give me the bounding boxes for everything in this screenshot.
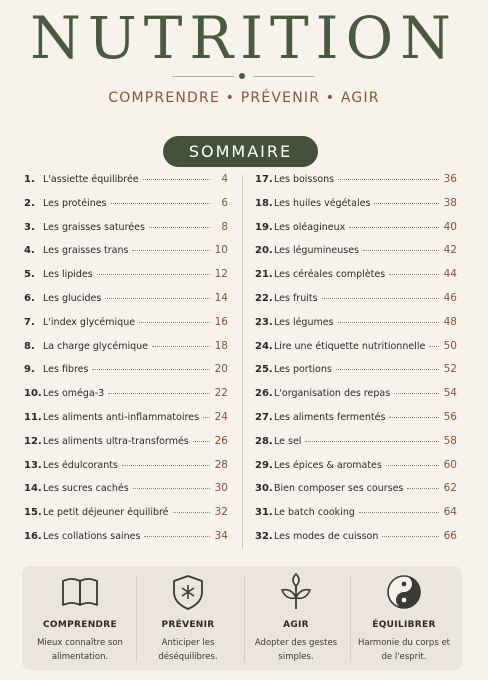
toc-entry-page: 22	[214, 387, 228, 400]
toc-leader	[407, 488, 439, 489]
toc-leader	[322, 298, 439, 299]
toc-entry[interactable]	[255, 363, 457, 387]
toc-entry[interactable]	[255, 506, 457, 530]
toc-entry-number: 26.	[255, 388, 273, 400]
toc-entry[interactable]	[255, 221, 457, 245]
toc-entry-number: 15.	[24, 507, 42, 519]
toc-entry-number: 4.	[24, 245, 35, 257]
toc-entry[interactable]	[24, 506, 228, 530]
toc-entry-title: Les graisses trans	[43, 245, 129, 257]
toc-leader	[386, 465, 439, 466]
toc-entry-title: Les épices & aromates	[274, 459, 382, 471]
toc-entry-title: Les aliments fermentés	[274, 411, 386, 423]
toc-entry-number: 7.	[24, 316, 35, 328]
toc-entry-number: 9.	[24, 364, 35, 376]
feature-description: Adopter des gestes simples.	[254, 638, 338, 662]
feature-equilibrer	[349, 566, 459, 670]
toc-leader	[173, 512, 210, 513]
feature-title: PRÉVENIR	[161, 620, 215, 630]
toc-entry[interactable]	[24, 530, 228, 554]
toc-entry[interactable]	[255, 197, 457, 221]
toc-entry-title: Les légumineuses	[274, 245, 359, 257]
toc-leader	[92, 369, 210, 370]
toc-entry-title: Les céréales complètes	[274, 269, 386, 281]
toc-entry-number: 21.	[255, 269, 273, 281]
toc-leader	[429, 346, 439, 347]
toc-entry-title: Le sel	[274, 435, 302, 447]
toc-entry[interactable]	[255, 387, 457, 411]
page-subtitle: COMPRENDRE • PRÉVENIR • AGIR	[108, 90, 380, 106]
toc-leader	[133, 488, 210, 489]
toc-entry[interactable]	[24, 197, 228, 221]
toc-entry-title: L'organisation des repas	[274, 388, 391, 400]
toc-entry[interactable]	[255, 173, 457, 197]
open-book-icon	[60, 572, 100, 612]
toc-entry-title: Les aliments ultra-transformés	[43, 435, 189, 447]
feature-agir	[241, 566, 351, 670]
toc-entry[interactable]	[24, 268, 228, 292]
toc-entry-title: Les boissons	[274, 174, 335, 185]
toc-entry-page: 12	[214, 268, 228, 281]
title-divider-right	[253, 76, 315, 77]
toc-entry-page: 28	[214, 458, 228, 471]
shield-icon	[168, 572, 208, 612]
toc-entry-title: Les édulcorants	[43, 459, 118, 471]
toc-entry-page: 50	[443, 339, 457, 352]
toc-leader	[389, 417, 439, 418]
toc-entry[interactable]	[24, 340, 228, 364]
toc-entry-page: 52	[443, 363, 457, 376]
toc-entry-page: 34	[214, 529, 228, 542]
toc-entry[interactable]	[24, 459, 228, 483]
feature-prevenir	[133, 566, 243, 670]
feature-title: AGIR	[283, 620, 309, 630]
toc-leader	[338, 179, 439, 180]
toc-entry[interactable]	[24, 387, 228, 411]
toc-entry-title: Les oléagineux	[274, 221, 346, 233]
toc-entry[interactable]	[255, 244, 457, 268]
toc-entry-number: 12.	[24, 435, 42, 447]
toc-entry-title: Les sucres cachés	[43, 483, 129, 495]
toc-entry-page: 26	[214, 434, 228, 447]
toc-entry-page: 56	[443, 410, 457, 423]
column-divider	[242, 175, 243, 549]
toc-entry-number: 2.	[24, 197, 35, 209]
toc-leader	[111, 203, 210, 204]
toc-entry-page: 58	[443, 434, 457, 447]
toc-entry-number: 10.	[24, 388, 42, 400]
section-label-sommaire: SOMMAIRE	[163, 136, 318, 167]
feature-title: ÉQUILIBRER	[372, 620, 436, 630]
toc-entry[interactable]	[255, 316, 457, 340]
toc-entry-title: Les lipides	[43, 269, 93, 281]
toc-leader	[359, 512, 439, 513]
toc-entry-page: 6	[221, 196, 228, 209]
toc-entry-page: 66	[443, 529, 457, 542]
toc-entry-number: 8.	[24, 340, 35, 352]
toc-entry-page: 10	[214, 244, 228, 257]
toc-entry-number: 24.	[255, 340, 273, 352]
feature-description: Mieux connaître son alimentation.	[37, 638, 123, 662]
toc-entry-page: 14	[214, 291, 228, 304]
toc-entry-page: 4	[221, 173, 228, 185]
toc-entry-title: Les fruits	[274, 292, 318, 304]
toc-entry[interactable]	[255, 340, 457, 364]
toc-entry[interactable]	[24, 292, 228, 316]
toc-leader	[132, 250, 210, 251]
toc-entry-page: 62	[443, 482, 457, 495]
toc-entry-number: 22.	[255, 292, 273, 304]
toc-entry-title: Les huiles végétales	[274, 197, 371, 209]
toc-leader	[374, 203, 439, 204]
toc-entry-page: 20	[214, 363, 228, 376]
toc-entry[interactable]	[255, 459, 457, 483]
toc-entry-number: 28.	[255, 435, 273, 447]
toc-leader	[105, 298, 210, 299]
toc-leader	[349, 227, 439, 228]
toc-entry[interactable]	[255, 411, 457, 435]
leaves-icon	[276, 572, 316, 612]
toc-entry-number: 23.	[255, 316, 273, 328]
toc-leader	[363, 250, 439, 251]
feature-title: COMPRENDRE	[43, 620, 117, 630]
toc-entry-number: 1.	[24, 174, 35, 185]
toc-entry-title: Les glucides	[43, 292, 102, 304]
toc-entry-number: 31.	[255, 507, 273, 519]
toc-entry-page: 32	[214, 506, 228, 519]
toc-leader	[305, 441, 439, 442]
feature-description: Anticiper les déséquilibres.	[158, 638, 218, 662]
toc-entry-page: 36	[443, 173, 457, 185]
page-title: NUTRITION	[30, 4, 458, 72]
toc-column-right	[255, 173, 457, 554]
toc-entry-page: 40	[443, 220, 457, 233]
toc-leader	[336, 369, 439, 370]
toc-entry-page: 48	[443, 315, 457, 328]
toc-entry-title: Le petit déjeuner équilibré	[43, 507, 169, 519]
toc-entry-number: 18.	[255, 197, 273, 209]
toc-entry[interactable]	[24, 244, 228, 268]
toc-entry-page: 64	[443, 506, 457, 519]
toc-entry-page: 30	[214, 482, 228, 495]
toc-leader	[139, 322, 210, 323]
toc-entry-number: 6.	[24, 292, 35, 304]
title-divider-dot	[239, 73, 245, 79]
toc-leader	[382, 536, 439, 537]
toc-entry[interactable]	[255, 530, 457, 554]
toc-entry-number: 14.	[24, 483, 42, 495]
toc-leader	[394, 393, 439, 394]
toc-entry-title: La charge glycémique	[43, 340, 148, 352]
toc-entry-title: Les oméga-3	[43, 388, 105, 400]
toc-entry-page: 18	[214, 339, 228, 352]
toc-leader	[108, 393, 210, 394]
yin-yang-icon	[384, 572, 424, 612]
toc-entry-title: L'index glycémique	[43, 316, 136, 328]
toc-entry-number: 13.	[24, 459, 42, 471]
title-divider-left	[172, 76, 234, 77]
toc-entry-number: 3.	[24, 221, 35, 233]
toc-column-left	[24, 173, 228, 554]
toc-entry[interactable]	[255, 268, 457, 292]
toc-leader	[149, 227, 210, 228]
toc-entry-page: 16	[214, 315, 228, 328]
toc-leader	[193, 441, 210, 442]
toc-entry-number: 16.	[24, 530, 42, 542]
toc-entry-number: 17.	[255, 174, 273, 185]
toc-entry-number: 11.	[24, 411, 42, 423]
toc-entry-title: Les modes de cuisson	[274, 530, 379, 542]
toc-entry[interactable]	[255, 292, 457, 316]
toc-entry-title: Lire une étiquette nutritionnelle	[274, 340, 426, 352]
toc-entry[interactable]	[255, 435, 457, 459]
toc-entry[interactable]	[24, 221, 228, 245]
toc-entry-page: 38	[443, 196, 457, 209]
toc-entry-title: Les légumes	[274, 316, 334, 328]
toc-entry-title: Les portions	[274, 364, 332, 376]
toc-entry[interactable]	[24, 482, 228, 506]
toc-entry[interactable]	[24, 173, 228, 197]
toc-entry-page: 8	[221, 220, 228, 233]
toc-leader	[338, 322, 439, 323]
toc-leader	[203, 417, 210, 418]
toc-entry-title: Les graisses saturées	[43, 221, 145, 233]
toc-entry-page: 46	[443, 291, 457, 304]
toc-leader	[144, 536, 210, 537]
toc-entry-page: 42	[443, 244, 457, 257]
toc-leader	[152, 346, 210, 347]
toc-entry[interactable]	[255, 482, 457, 506]
toc-entry[interactable]	[24, 316, 228, 340]
toc-entry-title: Le batch cooking	[274, 507, 355, 519]
toc-leader	[389, 274, 439, 275]
toc-entry-title: Les protéines	[43, 197, 107, 209]
toc-entry-number: 32.	[255, 530, 273, 542]
toc-entry-title: Bien composer ses courses	[274, 483, 404, 495]
toc-entry-page: 44	[443, 268, 457, 281]
toc-entry-page: 60	[443, 458, 457, 471]
toc-entry-number: 30.	[255, 483, 273, 495]
toc-leader	[143, 179, 210, 180]
toc-entry-number: 25.	[255, 364, 273, 376]
feature-comprendre	[25, 566, 135, 670]
toc-entry-number: 29.	[255, 459, 273, 471]
toc-entry-title: Les aliments anti-inflammatoires	[43, 411, 199, 423]
toc-entry-number: 27.	[255, 411, 273, 423]
toc-entry-number: 20.	[255, 245, 273, 257]
toc-entry-page: 24	[214, 410, 228, 423]
toc-entry[interactable]	[24, 435, 228, 459]
toc-entry-number: 19.	[255, 221, 273, 233]
toc-entry[interactable]	[24, 411, 228, 435]
toc-entry[interactable]	[24, 363, 228, 387]
toc-entry-number: 5.	[24, 269, 35, 281]
toc-entry-title: L'assiette équilibrée	[43, 174, 139, 185]
feature-description: Harmonie du corps et de l'esprit.	[357, 638, 451, 662]
toc-entry-title: Les fibres	[43, 364, 89, 376]
toc-entry-title: Les collations saines	[43, 530, 141, 542]
toc-entry-page: 54	[443, 387, 457, 400]
toc-leader	[122, 465, 210, 466]
toc-leader	[97, 274, 210, 275]
